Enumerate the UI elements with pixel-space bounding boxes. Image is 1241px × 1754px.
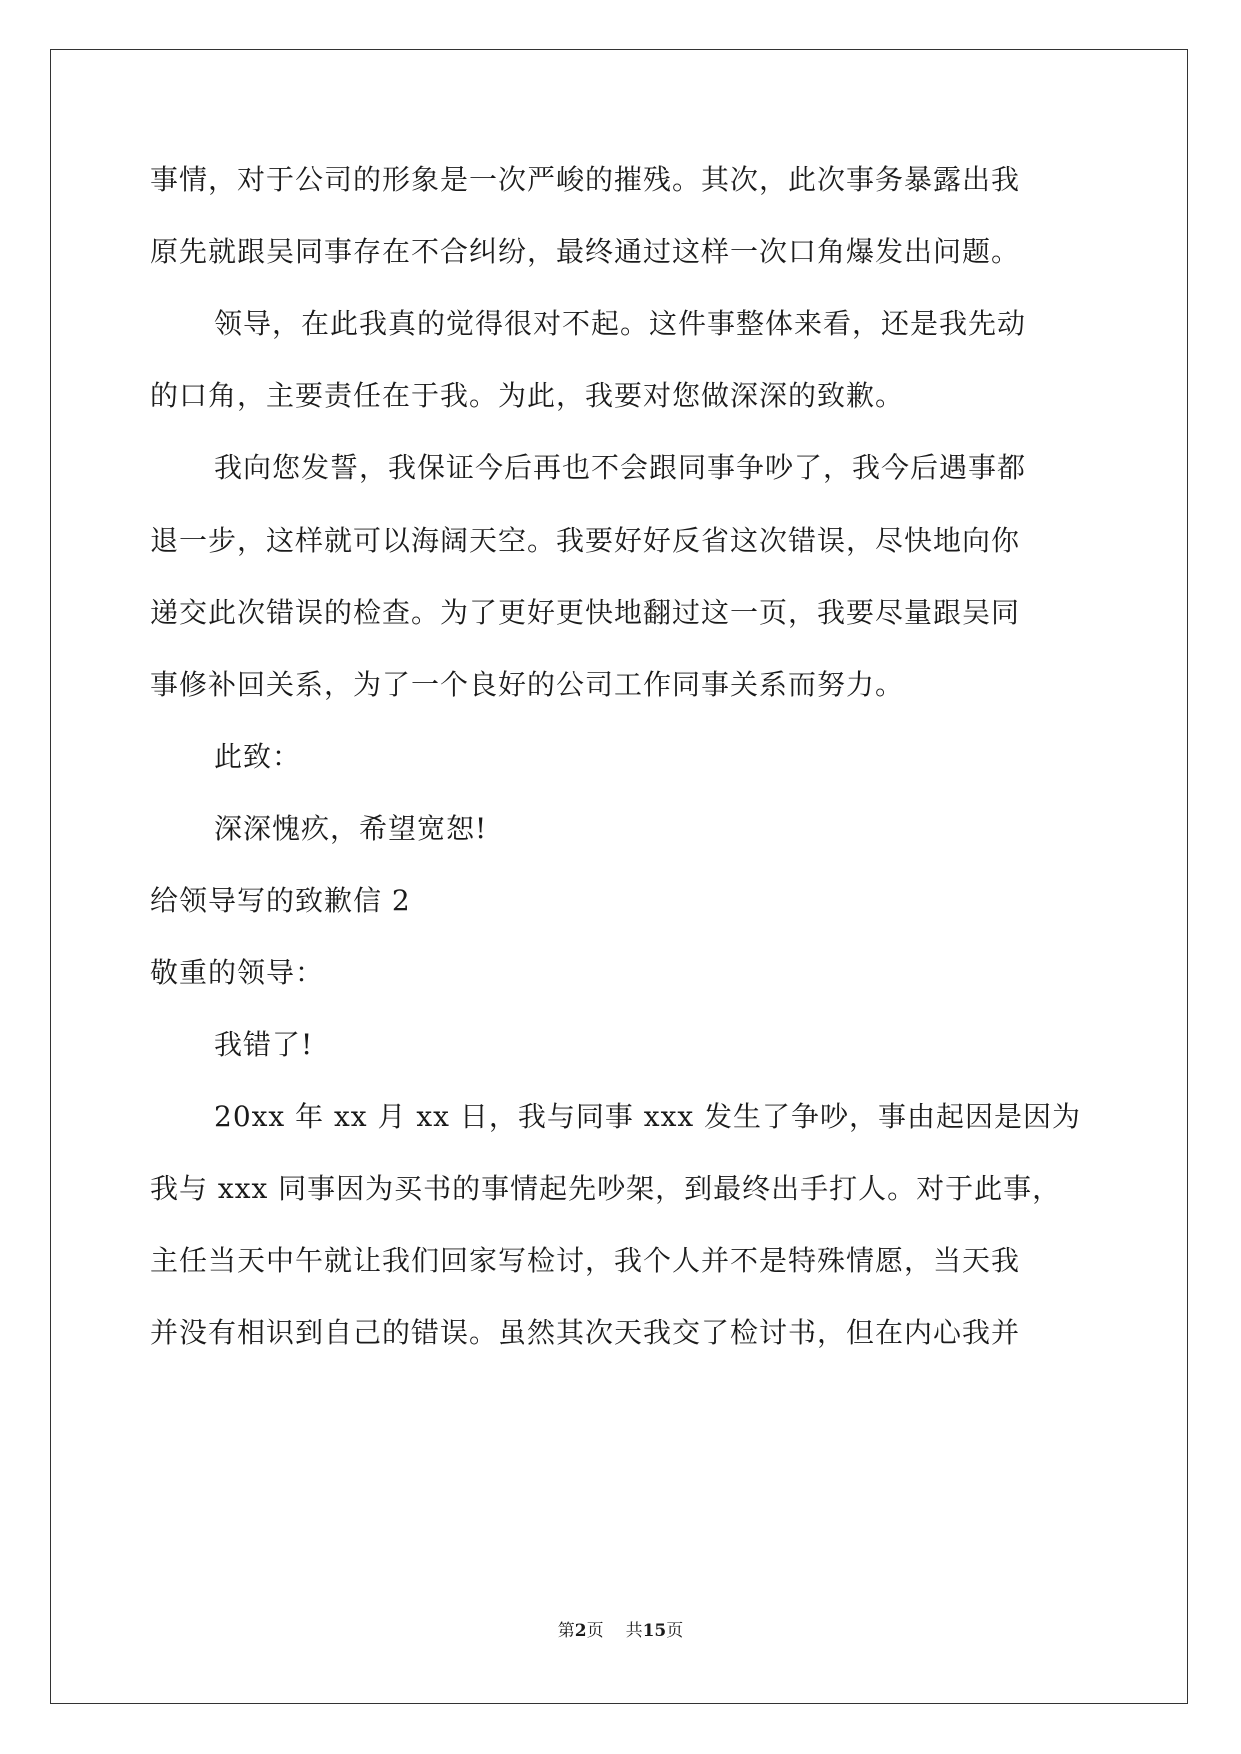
paragraph-line: 我与 xxx 同事因为买书的事情起先吵架，到最终出手打人。对于此事， xyxy=(150,1172,1062,1205)
paragraph-line: 退一步，这样就可以海阔天空。我要好好反省这次错误，尽快地向你 xyxy=(150,524,1021,557)
paragraph-line: 并没有相识到自己的错误。虽然其次天我交了检讨书，但在内心我并 xyxy=(150,1316,1021,1349)
page-footer xyxy=(0,1619,1241,1643)
paragraph-line: 递交此次错误的检查。为了更好更快地翻过这一页，我要尽量跟吴同 xyxy=(150,596,1021,629)
page-suffix: 页 xyxy=(586,1621,604,1641)
closing-salutation: 此致： xyxy=(214,740,302,773)
current-page-number: 2 xyxy=(574,1621,587,1641)
paragraph-line: 20xx 年 xx 月 xx 日，我与同事 xxx 发生了争吵，事由起因是因为 xyxy=(214,1100,1082,1133)
total-suffix: 页 xyxy=(666,1621,684,1641)
closing-line: 深深愧疚，希望宽恕! xyxy=(214,812,488,845)
paragraph-line: 我错了! xyxy=(214,1028,314,1061)
total-prefix: 共 xyxy=(625,1621,643,1641)
paragraph-line: 事情，对于公司的形象是一次严峻的摧残。其次，此次事务暴露出我 xyxy=(150,163,1021,196)
page-border xyxy=(50,49,1188,1704)
paragraph-line: 原先就跟吴同事存在不合纠纷，最终通过这样一次口角爆发出问题。 xyxy=(150,235,1021,268)
paragraph-line: 我向您发誓，我保证今后再也不会跟同事争吵了，我今后遇事都 xyxy=(214,451,1027,484)
paragraph-line: 的口角，主要责任在于我。为此，我要对您做深深的致歉。 xyxy=(150,379,905,412)
paragraph-line: 领导，在此我真的觉得很对不起。这件事整体来看，还是我先动 xyxy=(214,307,1027,340)
paragraph-line: 主任当天中午就让我们回家写检讨，我个人并不是特殊情愿，当天我 xyxy=(150,1244,1021,1277)
total-page-number: 15 xyxy=(642,1621,667,1641)
letter-title: 给领导写的致歉信 2 xyxy=(150,884,411,917)
paragraph-line: 事修补回关系，为了一个良好的公司工作同事关系而努力。 xyxy=(150,668,905,701)
letter-salutation: 敬重的领导： xyxy=(150,956,325,989)
page-prefix: 第 xyxy=(557,1621,575,1641)
